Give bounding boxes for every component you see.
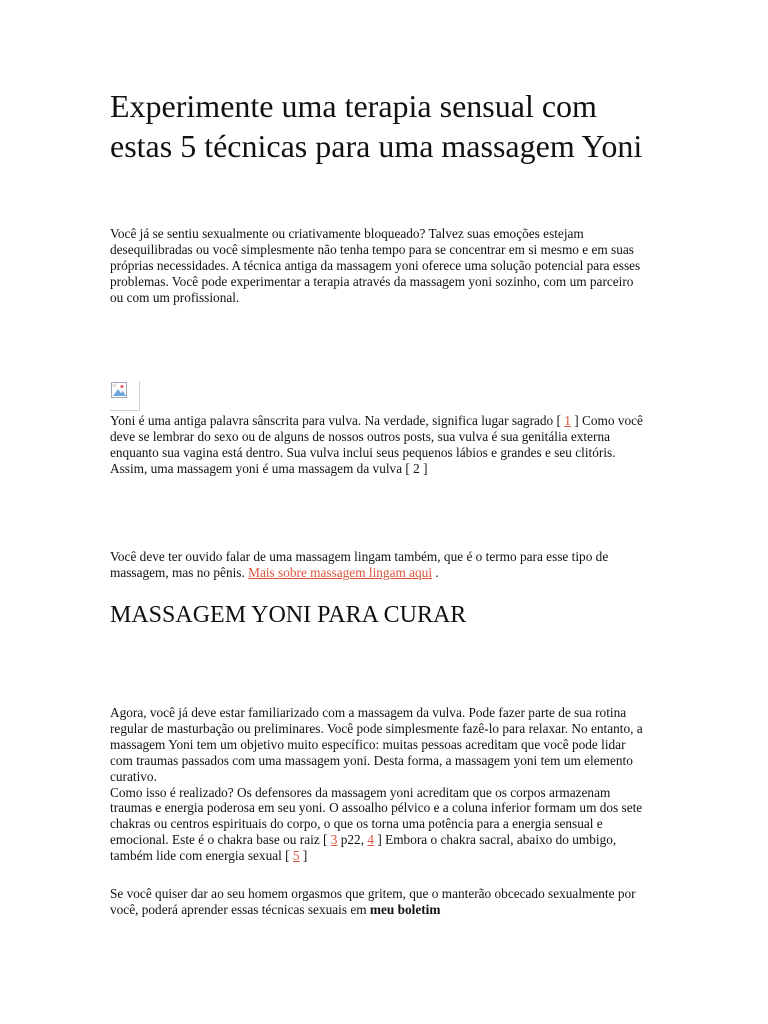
reference-link-1[interactable]: 1	[564, 413, 571, 428]
intro-paragraph: Você já se sentiu sexualmente ou criativamente bloqueado? Talvez suas emoções estejam desequilibradas ou você simplesmente não tenha tempo para se concentrar em si mesmo e em suas próprias necessidades. A técnica antiga da massagem yoni oferece uma solução potencial para esses problemas. Você pode experimentar a terapia através da massagem yoni sozinho, com um parceiro ou com um profissional.	[110, 226, 641, 305]
newsletter-bold-text: meu boletim	[369, 901, 441, 917]
yoni-definition-paragraph: Yoni é uma antiga palavra sânscrita para vulva. Na verdade, significa lugar sagrado [ 1 ] Como você deve se lembrar do sexo ou de alguns de nossos outros posts, sua vulva é sua genitália externa enquanto sua vagina está dentro. Sua vulva inclui seus pequenos lábios e grandes e seu clitóris. Assim, uma massagem yoni é uma massagem da vulva [ 2 ]	[110, 413, 643, 476]
page-title: Experimente uma terapia sensual com estas 5 técnicas para uma massagem Yoni	[110, 88, 643, 164]
reference-link-4[interactable]: 4	[367, 832, 375, 848]
newsletter-paragraph: Se você quiser dar ao seu homem orgasmos que gritem, que o manterão obcecado sexualmente por você, poderá aprender essas técnicas sexuais em meu boletim	[110, 886, 636, 917]
lingam-paragraph: Você deve ter ouvido falar de uma massagem lingam também, que é o termo para esse tipo de massagem, mas no pênis. Mais sobre massagem lingam aqui .	[110, 549, 609, 580]
reference-link-5[interactable]: 5	[292, 848, 300, 864]
broken-image-icon	[110, 381, 140, 411]
reference-link-3[interactable]: 3	[330, 832, 338, 848]
section-heading: MASSAGEM YONI PARA CURAR	[110, 602, 467, 628]
lingam-massage-link[interactable]: Mais sobre massagem lingam aqui	[248, 564, 433, 580]
healing-paragraph: Agora, você já deve estar familiarizado com a massagem da vulva. Pode fazer parte de sua rotina regular de masturbação ou preliminares. Você pode simplesmente fazê-lo para relaxar. No entanto, a massagem Yoni tem um objetivo muito específico: muitas pessoas acreditam que você pode lidar com traumas passados com uma massagem yoni. Desta forma, a massagem yoni tem um elemento curativo. Como isso é realizado? Os defensores da massagem yoni acreditam que os corpos armazenam traumas e energia poderosa em seu yoni. O assoalho pélvico e a coluna inferior formam um dos sete chakras ou centros espirituais do corpo, o que os torna uma potência para a energia sensual e emocional. Este é o chakra base ou raiz [ 3 p22, 4 ] Embora o chakra sacral, abaixo do umbigo, também lide com energia sexual [ 5 ]	[110, 705, 643, 864]
